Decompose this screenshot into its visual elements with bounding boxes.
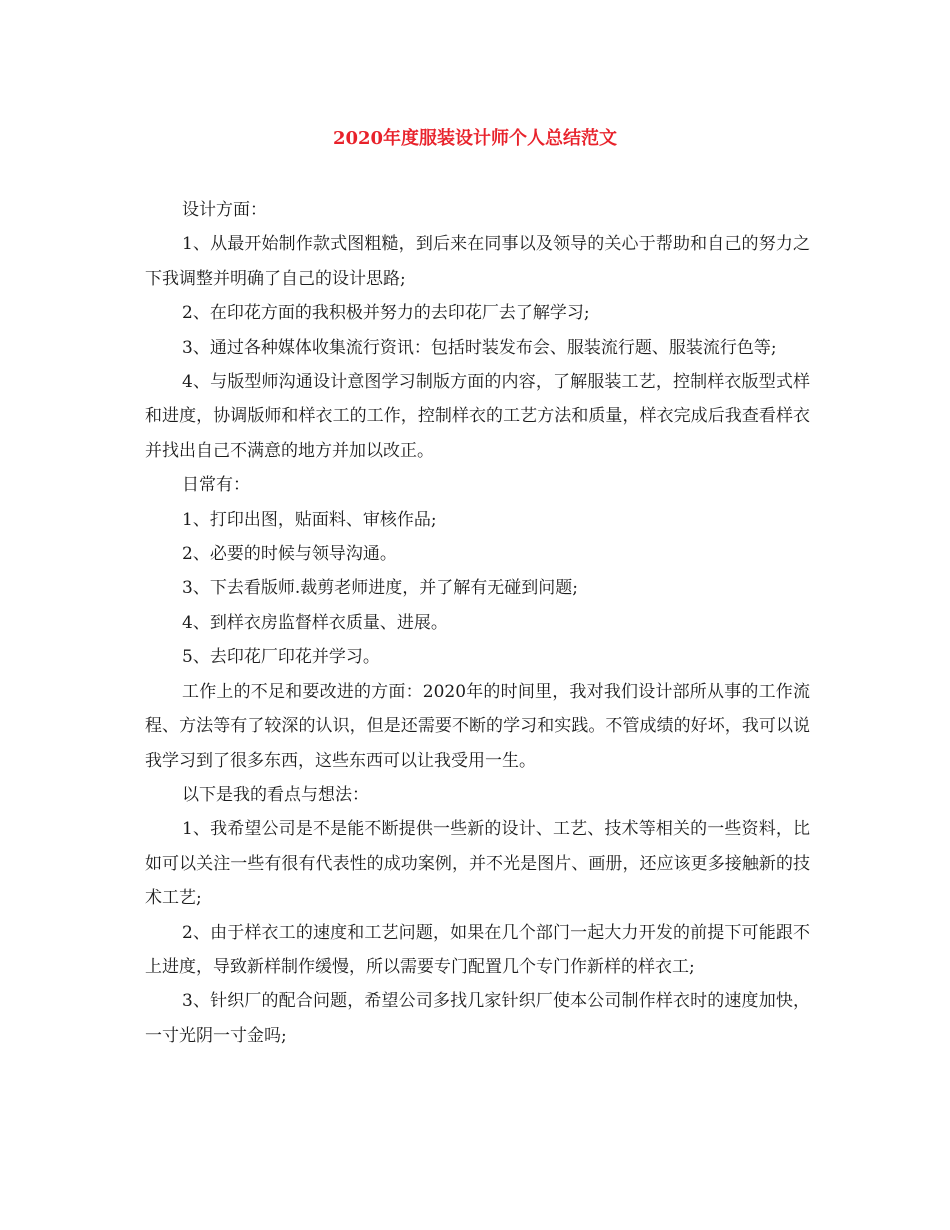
section-heading-design: 设计方面：: [182, 200, 267, 220]
daily-item-2: 2、必要的时候与领导沟通。: [182, 544, 397, 565]
design-item-4: 4、与版型师沟通设计意图学习制版方面的内容，了解服装工艺，控制样衣版型式样和进度，协调版师和样衣工的工作，控制样衣的工艺方法和质量，样衣完成后我查看样衣并找出自己不满意的地方并加以改正。: [145, 372, 810, 461]
design-item-3: 3、通过各种媒体收集流行资讯：包括时装发布会、服装流行题、服装流行色等;: [182, 337, 777, 358]
suggestion-item-2: 2、由于样衣工的速度和工艺问题，如果在几个部门一起大力开发的前提下可能跟不上进度，导致新样制作缓慢，所以需要专门配置几个专门作新样的样衣工;: [145, 922, 810, 977]
daily-item-4: 4、到样衣房监督样衣质量、进展。: [182, 612, 448, 633]
suggestion-item-1: 1、我希望公司是不是能不断提供一些新的设计、工艺、技术等相关的一些资料，比如可以关注一些有很有代表性的成功案例，并不光是图片、画册，还应该更多接触新的技术工艺;: [145, 819, 810, 909]
design-item-2: 2、在印花方面的我积极并努力的去印花厂去了解学习;: [182, 303, 590, 324]
suggestion-item-3: 3、针织厂的配合问题，希望公司多找几家针织厂使本公司制作样衣时的速度加快，一寸光阴一寸金吗;: [145, 991, 810, 1046]
daily-item-3: 3、下去看版师.裁剪老师进度，并了解有无碰到问题;: [182, 578, 578, 599]
document-title: 2020年度服装设计师个人总结范文: [332, 128, 618, 149]
design-item-1: 1、从最开始制作款式图粗糙，到后来在同事以及领导的关心于帮助和自己的努力之下我调整并明确了自己的设计思路;: [145, 234, 810, 289]
document-body: [145, 193, 810, 1053]
shortcomings-paragraph: 工作上的不足和要改进的方面：2020年的时间里，我对我们设计部所从事的工作流程、方法等有了较深的认识，但是还需要不断的学习和实践。不管成绩的好坏，我可以说我学习到了很多东西，这些东西可以让我受用一生。: [145, 681, 810, 771]
section-heading-daily: 日常有：: [182, 475, 250, 496]
daily-item-1: 1、打印出图，贴面料、审核作品;: [182, 509, 437, 530]
section-heading-suggestions: 以下是我的看点与想法：: [182, 784, 369, 805]
daily-item-5: 5、去印花厂印花并学习。: [182, 647, 380, 668]
